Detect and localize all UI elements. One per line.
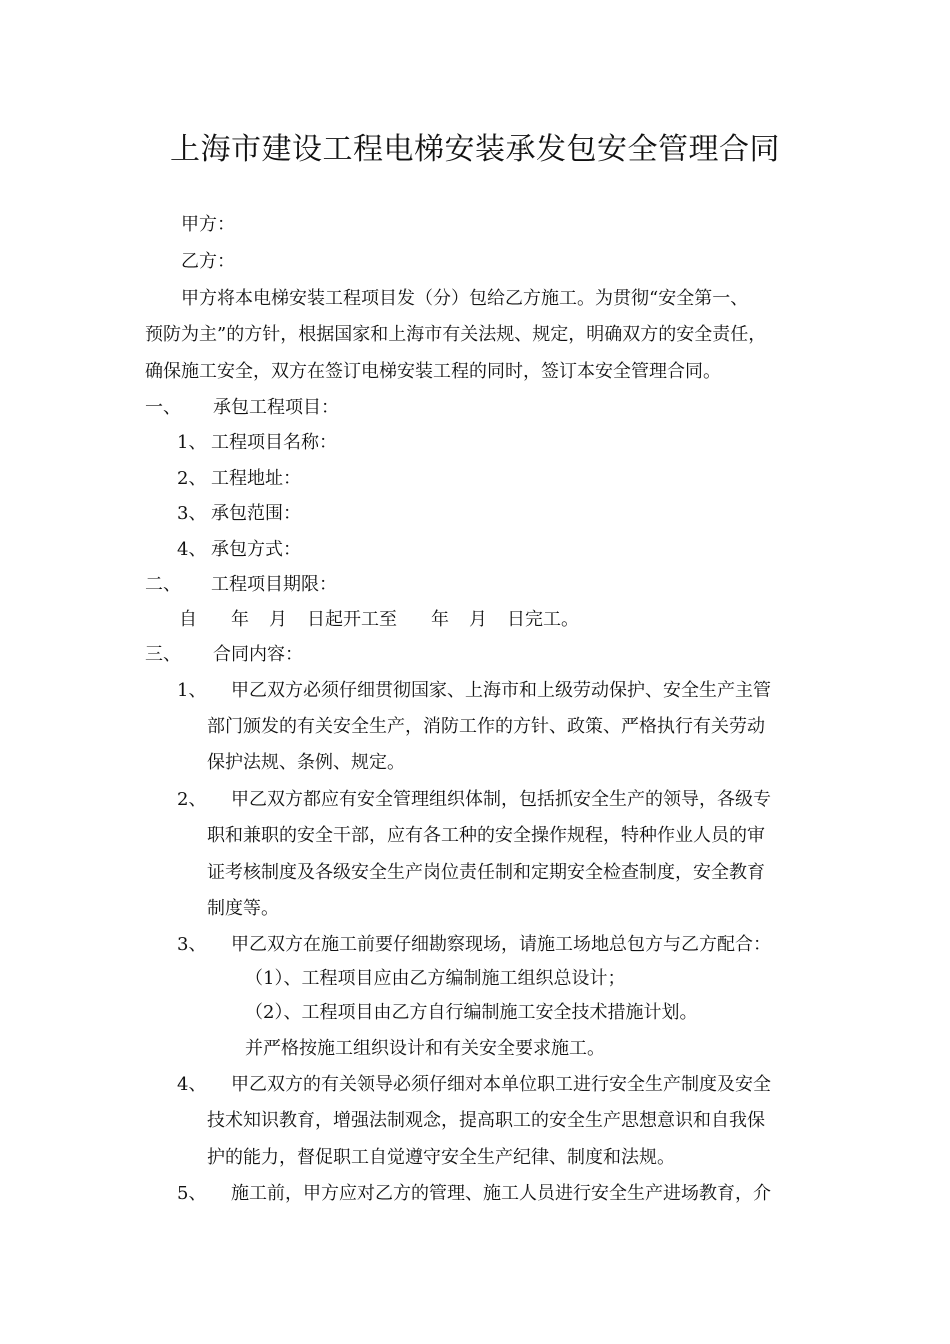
clause-1-number: 1、 — [177, 680, 207, 701]
intro-line-2: 预防为主”的方针，根据国家和上海市有关法规、规定，明确双方的安全责任， — [145, 324, 767, 345]
project-period-line — [179, 608, 579, 632]
party-b-label: 乙方： — [181, 251, 235, 272]
section-1-number: 一、 — [145, 397, 181, 418]
clause-4-line-3: 护的能力，督促职工自觉遵守安全生产纪律、制度和法规。 — [207, 1147, 675, 1168]
item-2-number: 2、 — [177, 468, 207, 489]
clause-4-number: 4、 — [177, 1074, 207, 1095]
clause-2-line-2: 职和兼职的安全干部，应有各工种的安全操作规程，特种作业人员的审 — [207, 825, 765, 846]
clause-2-line-4: 制度等。 — [207, 898, 279, 919]
clause-2-line-1: 甲乙双方都应有安全管理组织体制，包括抓安全生产的领导，各级专 — [231, 789, 771, 810]
clause-2-number: 2、 — [177, 789, 207, 810]
item-4-text: 承包方式： — [211, 539, 301, 560]
period-from: 自 — [179, 609, 197, 630]
section-3-number: 三、 — [145, 644, 181, 665]
period-year-2: 年 — [431, 609, 449, 630]
party-a-label: 甲方： — [181, 214, 235, 235]
clause-1-line-2: 部门颁发的有关安全生产，消防工作的方针、政策、严格执行有关劳动 — [207, 716, 765, 737]
section-3-heading: 合同内容： — [213, 644, 303, 665]
period-end: 日完工。 — [507, 609, 579, 630]
period-month-1: 月 — [269, 609, 287, 630]
item-4-number: 4、 — [177, 539, 207, 560]
clause-4-line-1: 甲乙双方的有关领导必须仔细对本单位职工进行安全生产制度及安全 — [231, 1074, 771, 1095]
clause-1-line-3: 保护法规、条例、规定。 — [207, 752, 405, 773]
clause-2-line-3: 证考核制度及各级安全生产岗位责任制和定期安全检查制度，安全教育 — [207, 862, 765, 883]
item-1-text: 工程项目名称： — [211, 432, 337, 453]
item-2-text: 工程地址： — [211, 468, 301, 489]
clause-5-line-1: 施工前，甲方应对乙方的管理、施工人员进行安全生产进场教育，介 — [231, 1183, 771, 1204]
clause-3-line-1: 甲乙双方在施工前要仔细勘察现场，请施工场地总包方与乙方配合： — [231, 934, 771, 955]
section-2-number: 二、 — [145, 574, 181, 595]
period-month-2: 月 — [469, 609, 487, 630]
clause-1-line-1: 甲乙双方必须仔细贯彻国家、上海市和上级劳动保护、安全生产主管 — [231, 680, 771, 701]
clause-3-sub-1: （1）、工程项目应由乙方编制施工组织总设计； — [245, 968, 626, 989]
intro-line-3: 确保施工安全，双方在签订电梯安装工程的同时，签订本安全管理合同。 — [145, 361, 721, 382]
clause-3-number: 3、 — [177, 934, 207, 955]
clause-4-line-2: 技术知识教育，增强法制观念，提高职工的安全生产思想意识和自我保 — [207, 1110, 765, 1131]
item-3-text: 承包范围： — [211, 503, 301, 524]
intro-line-1: 甲方将本电梯安装工程项目发（分）包给乙方施工。为贯彻“安全第一、 — [181, 288, 749, 309]
clause-3-sub-2: （2）、工程项目由乙方自行编制施工安全技术措施计划。 — [245, 1002, 698, 1023]
item-1-number: 1、 — [177, 432, 207, 453]
clause-5-number: 5、 — [177, 1183, 207, 1204]
item-3-number: 3、 — [177, 503, 207, 524]
period-start: 日起开工至 — [307, 609, 397, 630]
document-title: 上海市建设工程电梯安装承发包安全管理合同 — [170, 132, 780, 167]
section-2-heading: 工程项目期限： — [211, 574, 337, 595]
clause-3-note: 并严格按施工组织设计和有关安全要求施工。 — [245, 1038, 605, 1059]
section-1-heading: 承包工程项目： — [213, 397, 339, 418]
period-year-1: 年 — [231, 609, 249, 630]
